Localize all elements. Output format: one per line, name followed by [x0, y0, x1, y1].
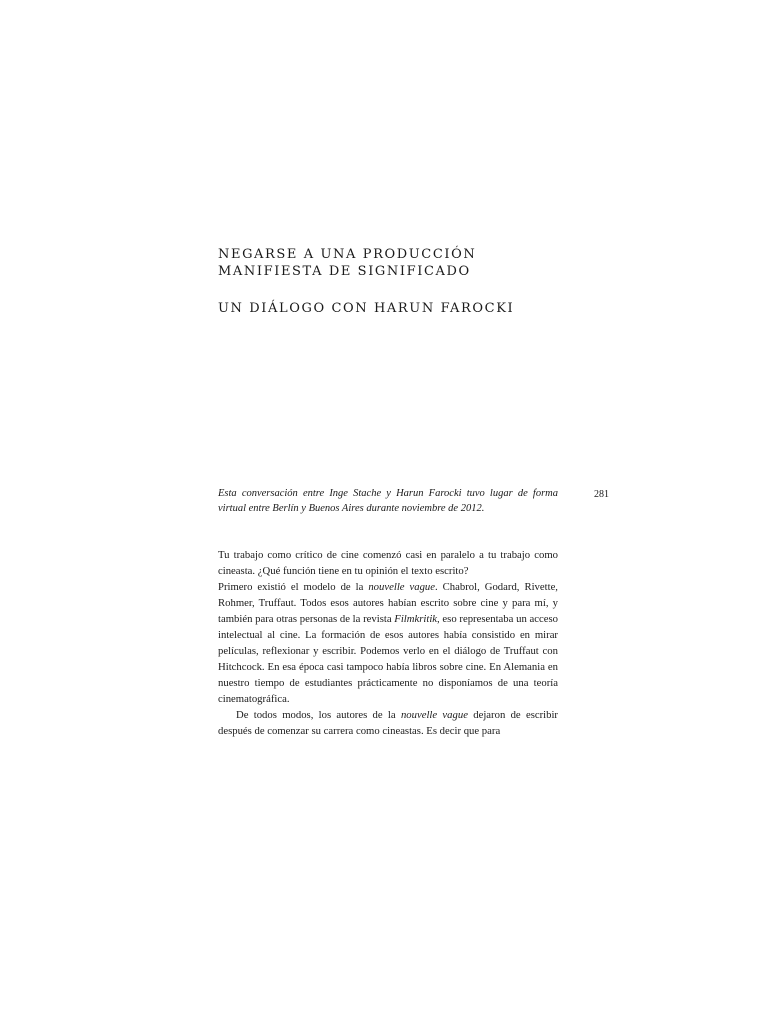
emphasis-text: nouvelle vague	[400, 709, 468, 721]
chapter-title	[218, 246, 578, 317]
answer-paragraph-2	[218, 707, 558, 739]
intro-note: Esta conversación entre Inge Stache y Harun Farocki tuvo lugar de forma virtual entre Berlín y Buenos Aires durante noviembre de 2012.	[218, 488, 558, 514]
title-line-1: NEGARSE A UNA PRODUCCIÓN	[218, 247, 477, 262]
answer-text: , eso representaba un acceso intelectual al cine. La formación de esos autores había consistido en mirar películas, reflexionar y escribir. Podemos verlo en el diálogo de Truffaut con Hitchcock. En esa época casi tampoco había libros sobre cine. En Alemania en nuestro tiempo de estudiantes prácticamente no disponíamos de una teoría cinematográfica.	[218, 613, 558, 705]
title-line-2: MANIFIESTA DE SIGNIFICADO	[218, 264, 471, 279]
answer-paragraph-1	[218, 579, 558, 707]
answer-text: . Chabrol, Godard, Rivette, Rohmer, Truffaut. Todos esos autores habían escrito sobre cine y para mí, y también para otras personas de la revista	[218, 581, 558, 625]
body-text	[218, 547, 558, 739]
interview-question: Tu trabajo como crítico de cine comenzó casi en paralelo a tu trabajo como cineasta. ¿Qué función tiene en tu opinión el texto escrito?	[218, 549, 558, 577]
answer-text: Primero existió el modelo de la	[218, 581, 369, 593]
answer-text: De todos modos, los autores de la	[236, 709, 401, 721]
page-number: 281	[594, 489, 609, 500]
answer-text: dejaron de escribir después de comenzar su carrera como cineastas. Es decir que para	[218, 709, 558, 737]
subtitle: UN DIÁLOGO CON HARUN FAROCKI	[218, 301, 515, 316]
emphasis-text: Filmkritik	[394, 613, 438, 625]
emphasis-text: nouvelle vague	[368, 581, 436, 593]
